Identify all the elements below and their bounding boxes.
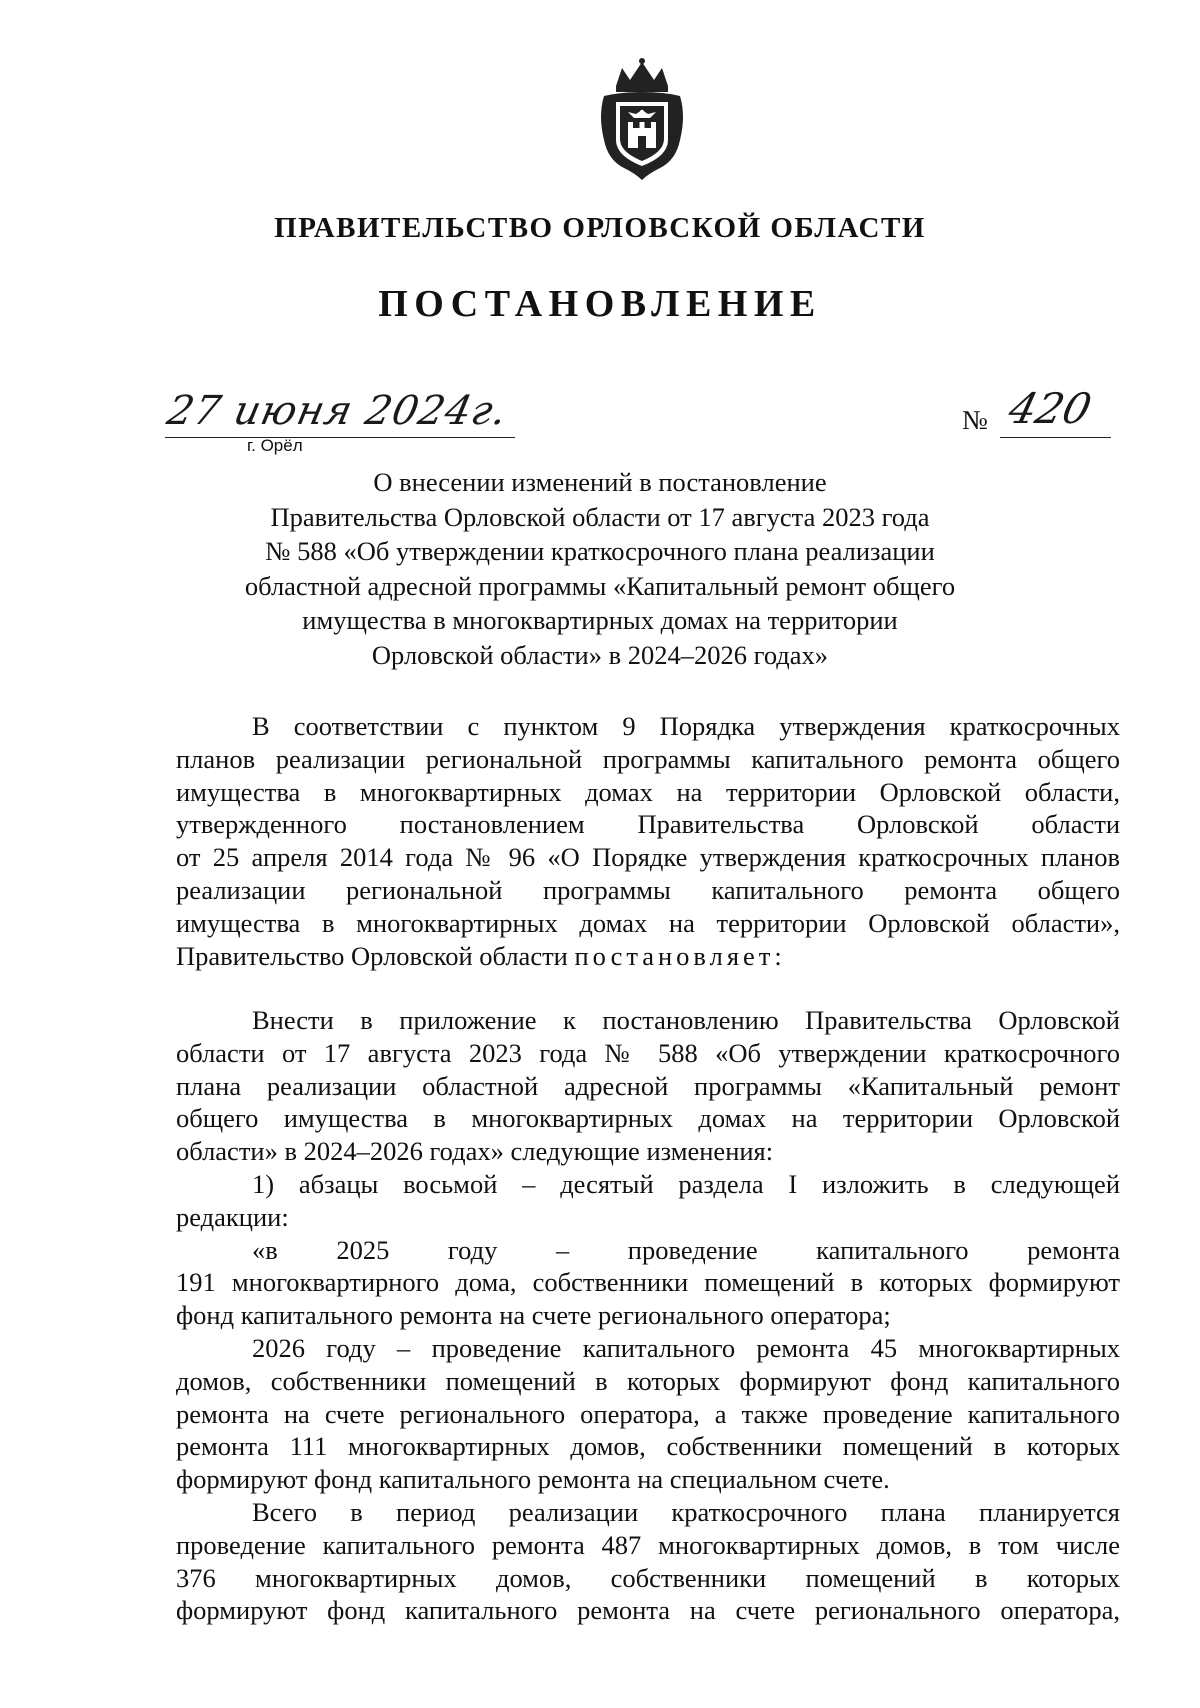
body-line: Внести в приложение к постановлению Правительства Орловской xyxy=(252,1005,1120,1035)
body-line: проведение капитального ремонта 487 многоквартирных домов, в том числе xyxy=(176,1529,1120,1560)
number-label: № xyxy=(962,405,988,435)
subject-line: областной адресной программы «Капитальный ремонт общего xyxy=(244,570,956,601)
resolution-keyword: постановляет: xyxy=(574,940,786,971)
preamble-paragraph xyxy=(176,710,1120,972)
resolution-prefix: Правительство Орловской области xyxy=(176,940,575,971)
body-line: утвержденного постановлением Правительства Орловской области xyxy=(176,809,1120,840)
subject-line: № 588 «Об утверждении краткосрочного плана реализации xyxy=(265,536,935,567)
document-type-heading: ПОСТАНОВЛЕНИЕ xyxy=(378,283,822,325)
body-line: «в 2025 году – проведение капитального ремонта xyxy=(252,1234,1120,1265)
body-line: формируют фонд капитального ремонта на специальном счете. xyxy=(176,1464,890,1495)
coat-of-arms-emblem xyxy=(594,56,690,182)
body-line: Всего в период реализации краткосрочного плана планируется xyxy=(252,1496,1120,1527)
body-line: 376 многоквартирных домов, собственники помещений в которых xyxy=(176,1562,1120,1593)
subject-line: Правительства Орловской области от 17 августа 2023 года xyxy=(270,501,930,532)
body-line: 2026 году – проведение капитального ремонта 45 многоквартирных xyxy=(252,1332,1120,1363)
body-line: реализации региональной программы капитального ремонта общего xyxy=(176,874,1120,905)
body-line: имущества в многоквартирных домах на территории Орловской области, xyxy=(176,776,1120,807)
body-line: В соответствии с пунктом 9 Порядка утверждения краткосрочных xyxy=(252,711,1120,741)
subject-line: имущества в многоквартирных домах на территории xyxy=(302,605,898,636)
body-line: ремонта на счете регионального оператора, а также проведение капитального xyxy=(176,1398,1120,1429)
body-line: области от 17 августа 2023 года № 588 «Об утверждении краткосрочного xyxy=(176,1037,1120,1068)
body-line: от 25 апреля 2014 года № 96 «О Порядке утверждения краткосрочных планов xyxy=(176,842,1120,873)
decree-section xyxy=(176,1004,1120,1627)
body-line: редакции: xyxy=(176,1201,289,1232)
body-line: 1) абзацы восьмой – десятый раздела I изложить в следующей xyxy=(252,1168,1120,1199)
body-line: планов реализации региональной программы капитального ремонта общего xyxy=(176,743,1120,774)
organization-heading: ПРАВИТЕЛЬСТВО ОРЛОВСКОЙ ОБЛАСТИ xyxy=(274,212,926,244)
body-line: формируют фонд капитального ремонта на счете регионального оператора, xyxy=(176,1595,1120,1626)
subject-line: О внесении изменений в постановление xyxy=(373,467,827,497)
body-line: 191 многоквартирного дома, собственники помещений в которых формируют xyxy=(176,1267,1120,1298)
body-line xyxy=(176,940,1120,973)
body-line: общего имущества в многоквартирных домах на территории Орловской xyxy=(176,1103,1120,1134)
body-line: области» в 2024–2026 годах» следующие изменения: xyxy=(176,1136,774,1167)
city-label: г. Орёл xyxy=(247,436,303,455)
body-line: домов, собственники помещений в которых формируют фонд капитального xyxy=(176,1365,1120,1396)
body-line: ремонта 111 многоквартирных домов, собственники помещений в которых xyxy=(176,1431,1120,1462)
handwritten-number: 420 xyxy=(1003,384,1097,433)
body-line: плана реализации областной адресной программы «Капитальный ремонт xyxy=(176,1070,1120,1101)
body-line: имущества в многоквартирных домах на территории Орловской области», xyxy=(176,907,1120,938)
handwritten-date: 27 июня 2024г. xyxy=(163,388,512,434)
document-subject xyxy=(180,465,1020,673)
number-underline xyxy=(1000,437,1111,438)
body-line: фонд капитального ремонта на счете регионального оператора; xyxy=(176,1300,891,1331)
date-underline xyxy=(165,437,515,438)
subject-line: Орловской области» в 2024–2026 годах» xyxy=(371,639,829,670)
